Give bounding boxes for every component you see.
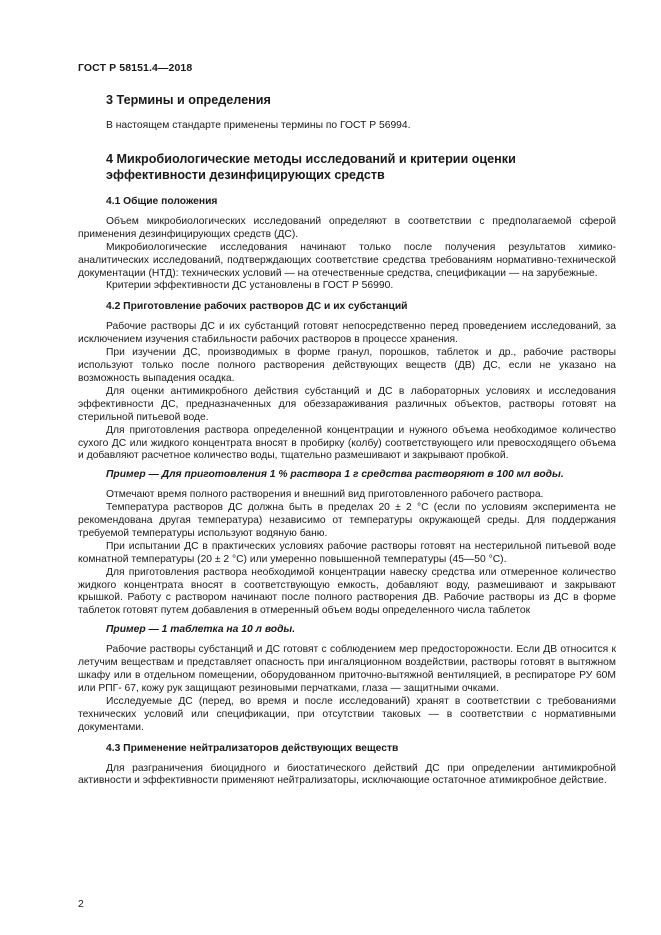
section-3-paragraph: В настоящем стандарте применены термины по ГОСТ Р 56994. <box>106 120 411 131</box>
document-body <box>78 92 616 788</box>
section-4-2-example-1: Пример — Для приготовления 1 % раствора 1 г средства растворяют в 100 мл воды. <box>106 469 564 481</box>
section-3-title: 3 Термины и определения <box>106 93 271 107</box>
section-4-2-paragraph-10: Исследуемые ДС (перед, во время и после исследований) хранят в соответствии с требованиями технических условий или спецификации, при отсутствии таковых — в соответствии с нормативными документами. <box>78 695 616 733</box>
section-4-2-paragraph-6: Температура растворов ДС должна быть в пределах 20 ± 2 °С (если по условиям эксперимента не рекомендована другая температура) независимо от температуры окружающей среды. Для поддержания требуемой температуры используют водяную баню. <box>78 502 616 539</box>
section-4-2-example-2: Пример — 1 таблетка на 10 л воды. <box>106 624 296 636</box>
section-4-2-paragraph-2: При изучении ДС, производимых в форме гранул, порошков, таблеток и др., рабочие растворы используют только после полного растворения действующих веществ (ДВ) ДС, если не указано на возможность выпадения осадка. <box>78 347 616 384</box>
section-4-1-title: 4.1 Общие положения <box>106 195 218 207</box>
section-4-2-title: 4.2 Приготовление рабочих растворов ДС и их субстанций <box>106 301 408 313</box>
section-4-1-paragraph-3: Критерии эффективности ДС установлены в ГОСТ Р 56990. <box>106 280 394 292</box>
section-4-2-paragraph-8: Для приготовления раствора необходимой концентрации навеску средства или отмеренное количество жидкого концентрата вносят в соответствующую емкость, добавляют воду, размешивают и закрывают крышкой. Работу с раствором начинают после полного растворения ДВ. Рабочие растворы из ДС в форме таблеток готовят путем добавления в отмеренный объем воды определенного числа таблеток <box>78 566 616 617</box>
section-4-1-paragraph-2: Микробиологические исследования начинают только после получения результатов химико-аналитических исследований, подтверждающих соответствие средства требованиям нормативно-технической документации (НТД): технических условий — на отечественные средства, спецификации — на зарубежные. <box>78 241 616 279</box>
section-4-2-paragraph-4: Для приготовления раствора определенной концентрации и нужного объема необходимое количество сухого ДС или жидкого концентрата вносят в пробирку (колбу) соответствующего или превосходящего объема и добавляют расчетное количество воды, тщательно размешивают и закрывают пробкой. <box>78 424 616 462</box>
section-4-2-paragraph-3: Для оценки антимикробного действия субстанций и ДС в лабораторных условиях и исследования эффективности ДС, предназначенных для обеззараживания различных объектов, растворы готовят на стерильной питьевой воде. <box>78 385 616 423</box>
section-4-title: 4 Микробиологические методы исследований и критерии оценки эффективности дезинфицирующих средств <box>106 151 516 182</box>
document-code-header: ГОСТ Р 58151.4—2018 <box>78 62 193 74</box>
page-number: 2 <box>78 898 84 910</box>
section-4-2-paragraph-7: При испытании ДС в практических условиях рабочие растворы готовят на нестерильной питьевой воде комнатной температуры (20 ± 2 °С) или умеренно повышенной температуры (45—50 °С). <box>78 540 616 565</box>
section-4-2-paragraph-9: Рабочие растворы субстанций и ДС готовят с соблюдением мер предосторожности. Если ДВ относится к летучим веществам и представляет опасность при ингаляционном воздействии, растворы готовят в вытяжном шкафу или в отдельном помещении, оборудованном приточно-вытяжной вентиляцией, в респираторе РУ 60М или РПГ- 67, кожу рук защищают резиновыми перчатками, глаза — защитными очками. <box>78 644 616 694</box>
section-4-2-paragraph-1: Рабочие растворы ДС и их субстанций готовят непосредственно перед проведением исследований, за исключением изучения стабильности рабочих растворов в процессе хранения. <box>78 321 616 346</box>
section-4-3-paragraph-1: Для разграничения биоцидного и биостатического действий ДС при определении антимикробной активности и эффективности применяют нейтрализаторы, исключающие остаточное атимикробное действие. <box>78 762 616 787</box>
section-4-3-title: 4.3 Применение нейтрализаторов действующих веществ <box>106 742 399 754</box>
section-4-1-paragraph-1: Объем микробиологических исследований определяют в соответствии с предполагаемой сферой применения дезинфицирующих средств (ДС). <box>78 215 616 240</box>
section-4-2-paragraph-5: Отмечают время полного растворения и внешний вид приготовленного рабочего раствора. <box>106 489 544 501</box>
